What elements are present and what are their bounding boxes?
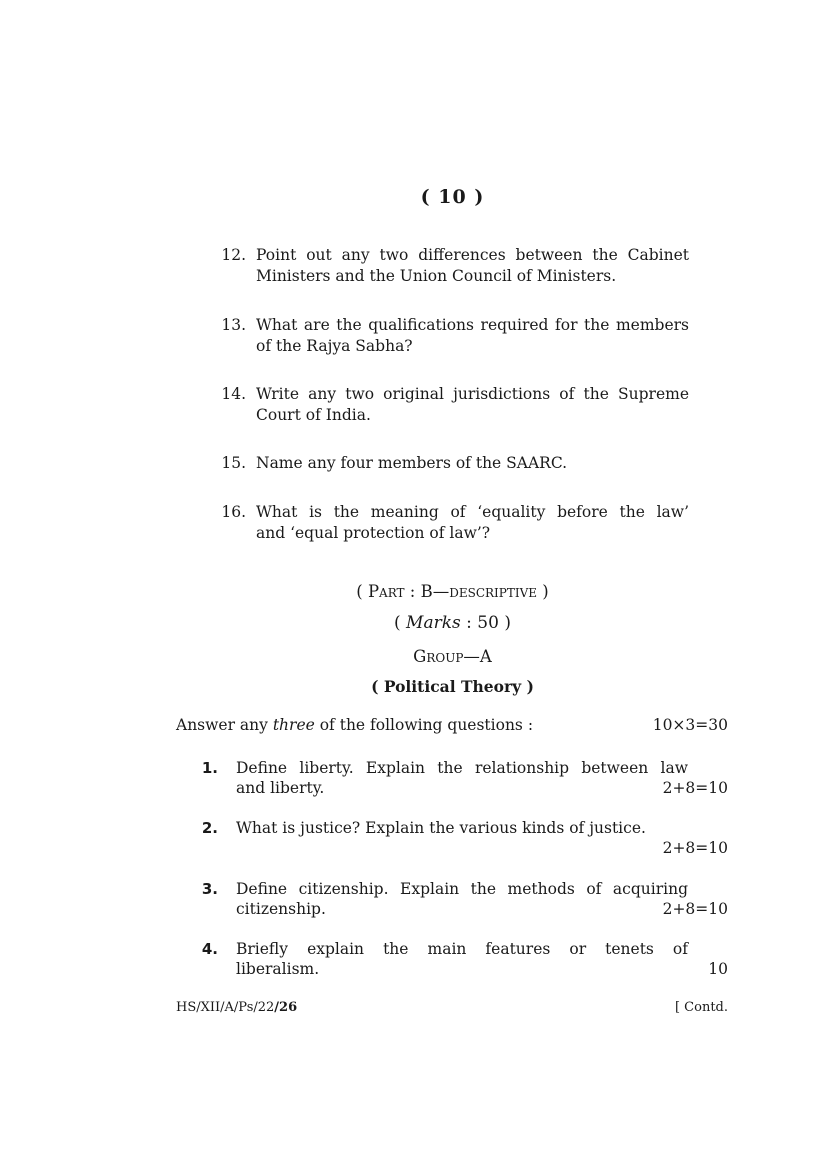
instruction-marks: 10×3=30 [652,716,728,734]
question-number: 2. [201,819,218,837]
descriptive-question-3 [201,879,728,919]
paren-close: ) [498,613,511,633]
question-number: 1. [201,759,218,777]
instruction-emphasis: three [272,716,315,734]
group-label: Group [413,647,464,666]
separator: : [460,613,478,633]
marks-label: Marks [406,613,461,633]
group-heading [0,647,827,666]
question-number: 12. [221,246,246,264]
question-marks: 2+8=10 [662,900,728,918]
descriptive-question-2 [201,818,728,858]
marks-value: 50 [477,613,499,633]
paren-open: ( [356,582,368,601]
part-label: Part [367,582,405,601]
question-marks: 2+8=10 [662,839,728,857]
question-marks: 10 [708,960,728,978]
question-16 [221,502,689,544]
question-text-line2: and liberty. [236,779,325,797]
continued-label: [ Contd. [674,1000,728,1015]
question-number: 14. [221,385,246,403]
paper-code [176,1000,297,1015]
question-text-line1: Write any two original jurisdictions of the Supreme [256,385,689,403]
question-text-line1: What is justice? Explain the various kinds of justice. [236,819,646,837]
question-number: 4. [201,940,218,958]
question-text-line1: Define liberty. Explain the relationship between law [236,759,688,777]
question-12 [221,245,689,287]
question-text-line1: Briefly explain the main features or tenets of [236,940,688,958]
question-number: 16. [221,503,246,521]
paren-close: ) [537,582,549,601]
paren-open: ( [394,613,407,633]
page-number: ( 10 ) [420,186,485,208]
question-15 [221,453,689,474]
question-14 [221,384,689,426]
question-text-line2: liberalism. [236,960,320,978]
question-text-line1: What is the meaning of ‘equality before the law’ [256,503,689,521]
question-marks: 2+8=10 [662,779,728,797]
question-text-line2: of the Rajya Sabha? [256,337,413,355]
descriptive-question-4 [201,939,728,979]
paper-code-prefix: HS/XII/A/Ps/22 [176,1000,275,1015]
question-text-line1: What are the qualifications required for the members [256,316,689,334]
question-number: 15. [221,454,246,472]
question-text-line2: Court of India. [256,406,371,424]
separator: : [404,582,421,601]
question-13 [221,315,689,357]
instruction [176,716,728,734]
question-text-line1: Name any four members of the SAARC. [256,454,568,472]
question-number: 3. [201,880,218,898]
paper-code-suffix: /26 [274,1000,298,1015]
part-heading [0,582,827,601]
question-text-line2: and ‘equal protection of law’? [256,524,491,542]
part-name: B—descriptive [420,582,538,601]
descriptive-question-1 [201,758,728,798]
instruction-after: of the following questions : [314,716,534,734]
question-text-line1: Point out any two differences between the Cabinet [256,246,689,264]
instruction-before: Answer any [176,716,273,734]
group-letter: A [479,647,492,666]
question-text-line2: citizenship. [236,900,326,918]
marks-heading [0,613,827,633]
group-dash: — [463,647,480,666]
section-title: ( Political Theory ) [371,677,534,696]
question-text-line2: Ministers and the Union Council of Ministers. [256,267,617,285]
question-text-line1: Define citizenship. Explain the methods of acquiring [236,880,688,898]
question-number: 13. [221,316,246,334]
